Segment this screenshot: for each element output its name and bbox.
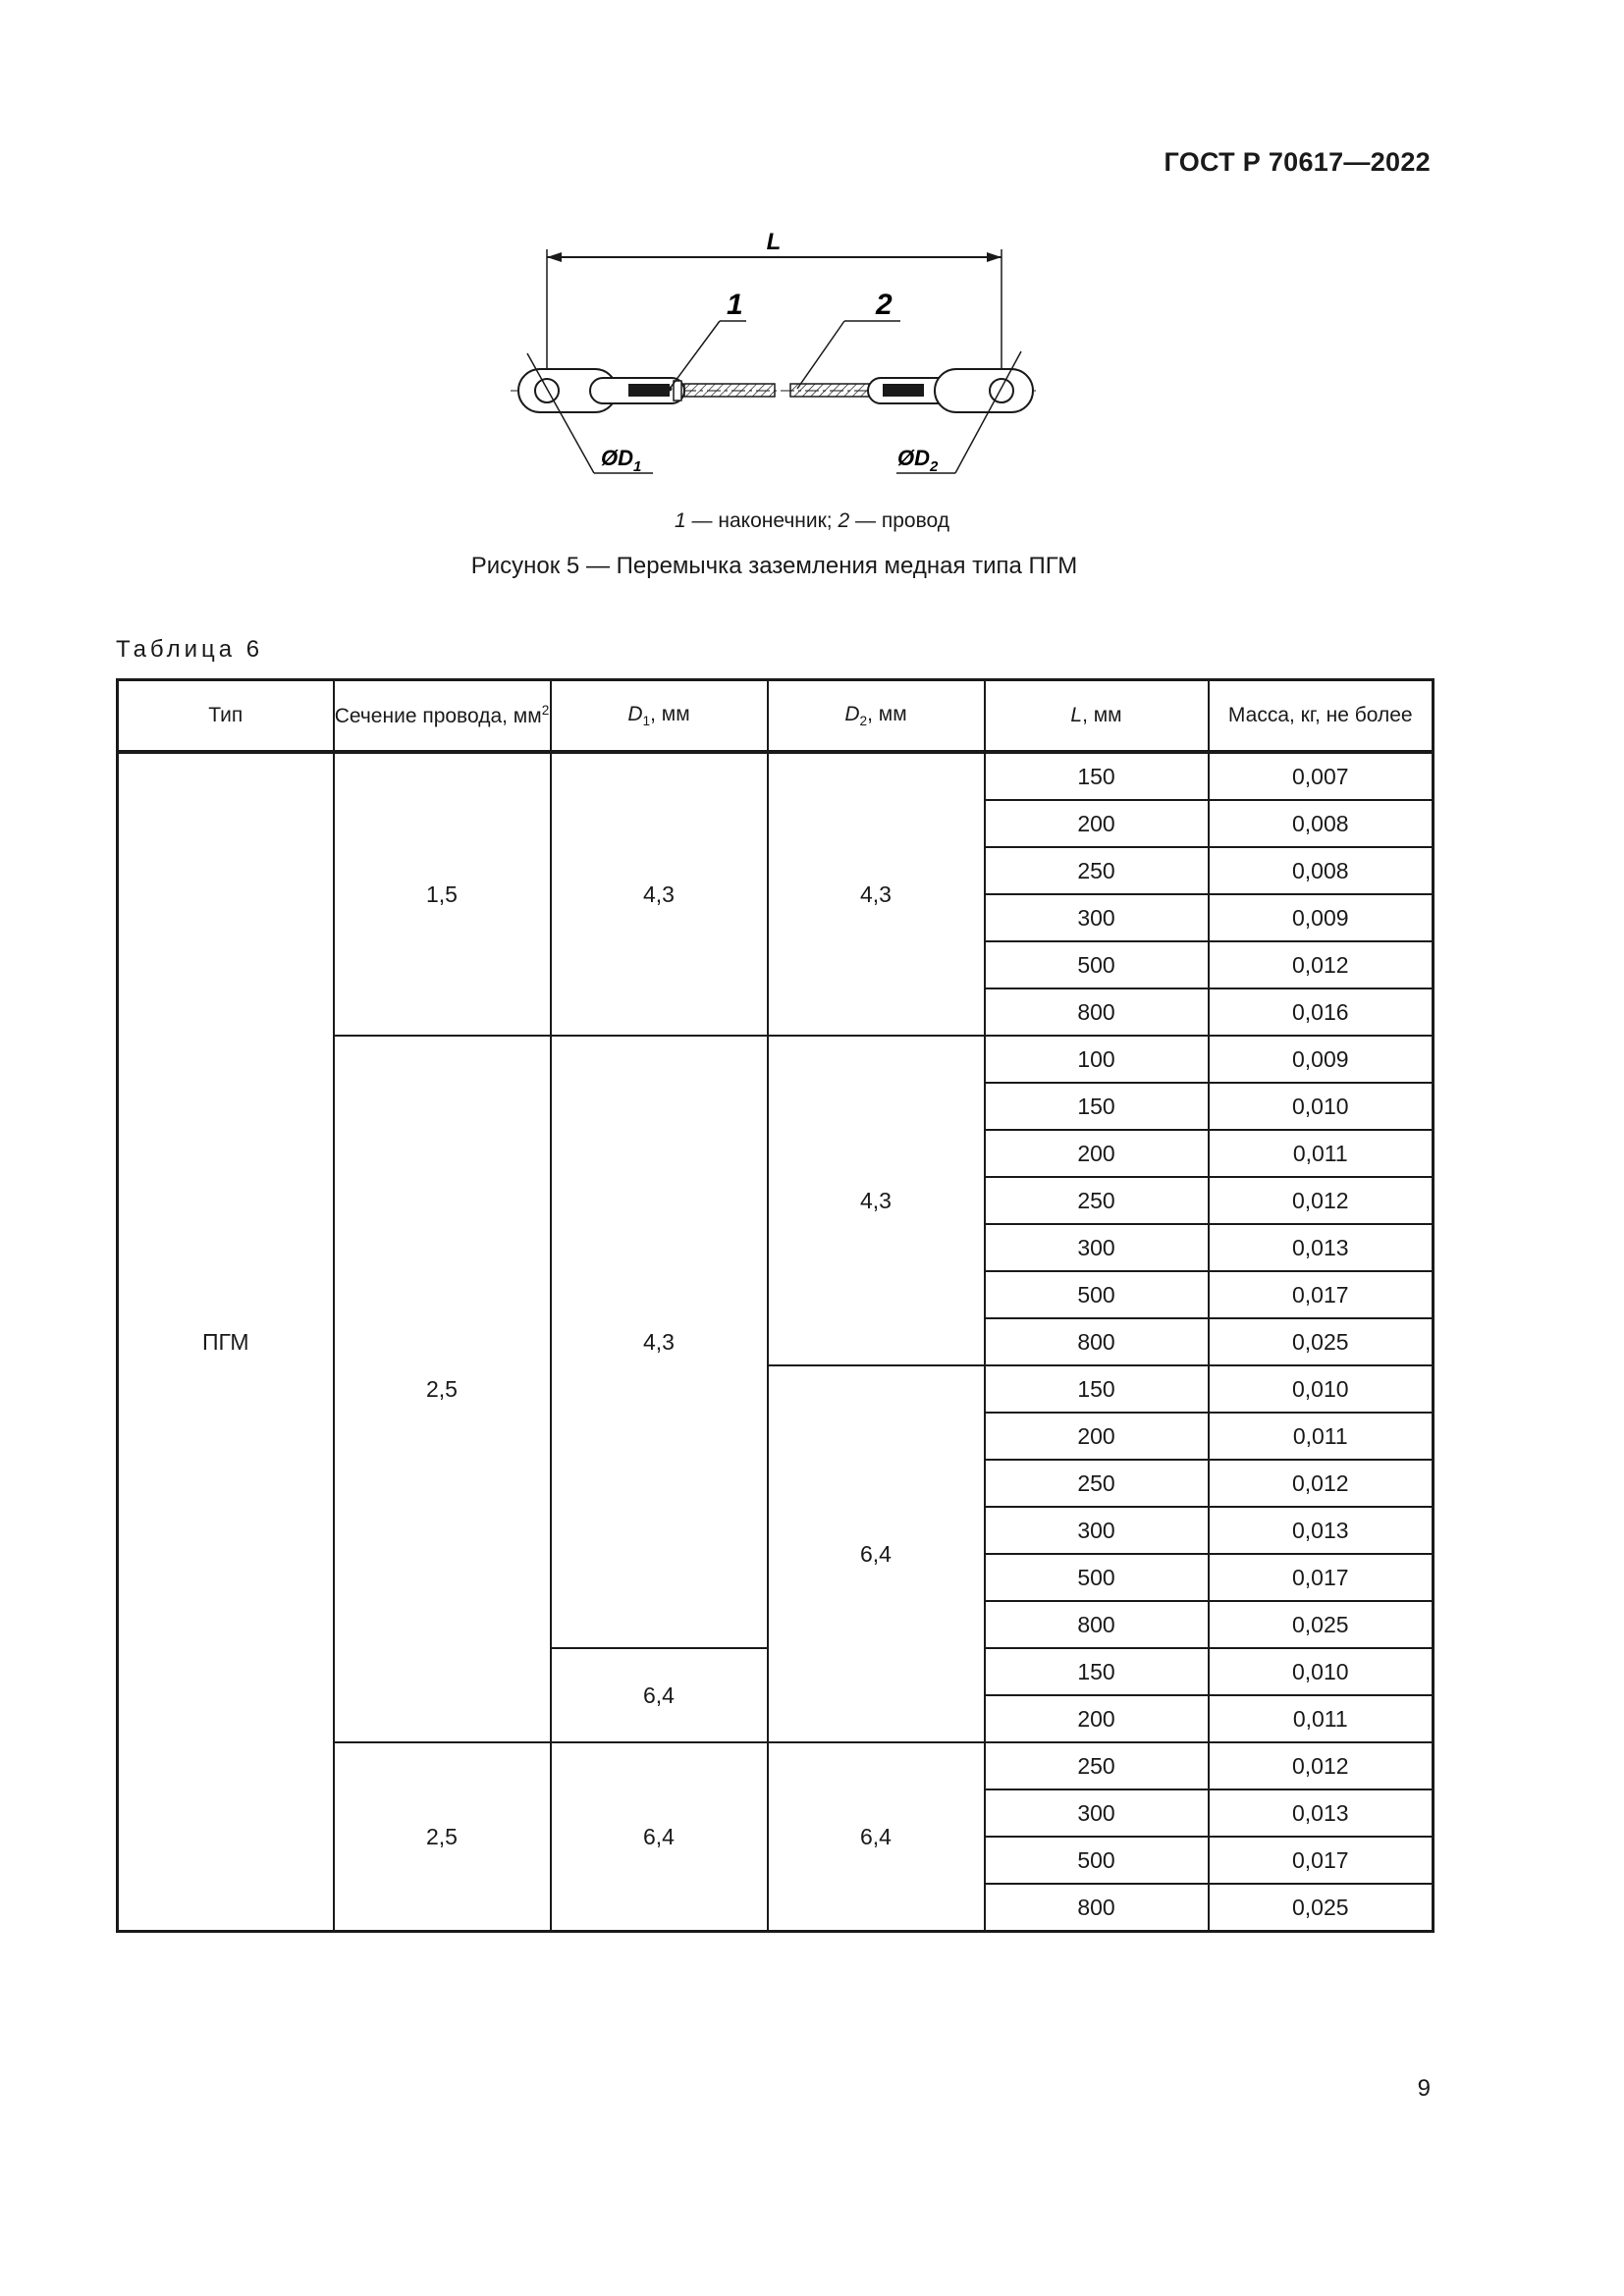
cell-d2: 4,3	[768, 752, 985, 1036]
cell-l: 300	[985, 1507, 1209, 1554]
cell-l: 200	[985, 1695, 1209, 1742]
cell-d1: 6,4	[551, 1648, 768, 1742]
table-row	[118, 752, 1434, 800]
cell-l: 500	[985, 1837, 1209, 1884]
d2-label: $ØD_2$	[897, 446, 939, 475]
cell-l: 500	[985, 1271, 1209, 1318]
cell-l: 800	[985, 1884, 1209, 1932]
cell-mass: 0,017	[1209, 1554, 1434, 1601]
cell-l: 250	[985, 1742, 1209, 1789]
data-table	[116, 678, 1435, 1933]
cell-mass: 0,017	[1209, 1271, 1434, 1318]
cell-mass: 0,016	[1209, 988, 1434, 1036]
cell-l: 300	[985, 1789, 1209, 1837]
cell-d1: 4,3	[551, 1036, 768, 1648]
wire-right	[790, 384, 869, 397]
cell-mass: 0,011	[1209, 1695, 1434, 1742]
cell-mass: 0,009	[1209, 894, 1434, 941]
cell-mass: 0,010	[1209, 1648, 1434, 1695]
callout-2: 2	[876, 289, 893, 321]
cell-mass: 0,008	[1209, 800, 1434, 847]
cell-mass: 0,010	[1209, 1365, 1434, 1413]
cell-l: 200	[985, 1413, 1209, 1460]
cell-mass: 0,007	[1209, 752, 1434, 800]
callout-1: 1	[727, 289, 743, 321]
d1-label: $ØD_1$	[601, 446, 642, 475]
cell-mass: 0,012	[1209, 1460, 1434, 1507]
cell-l: 150	[985, 1365, 1209, 1413]
cell-l: 250	[985, 1177, 1209, 1224]
page-number: 9	[1417, 2075, 1431, 2102]
header-section: Сечение провода, $мм^2$	[334, 680, 551, 753]
cell-mass: 0,013	[1209, 1224, 1434, 1271]
cell-mass: 0,012	[1209, 1742, 1434, 1789]
header-l: L, мм	[985, 680, 1209, 753]
cell-d2: 6,4	[768, 1742, 985, 1932]
jumper-drawing	[491, 216, 1080, 491]
cell-mass: 0,009	[1209, 1036, 1434, 1083]
cell-mass: 0,013	[1209, 1789, 1434, 1837]
cell-mass: 0,010	[1209, 1083, 1434, 1130]
cell-l: 500	[985, 1554, 1209, 1601]
cell-l: 200	[985, 800, 1209, 847]
cell-l: 800	[985, 988, 1209, 1036]
cell-mass: 0,025	[1209, 1601, 1434, 1648]
cell-l: 800	[985, 1318, 1209, 1365]
cell-l: 300	[985, 1224, 1209, 1271]
cell-l: 150	[985, 752, 1209, 800]
cell-mass: 0,013	[1209, 1507, 1434, 1554]
cell-mass: 0,025	[1209, 1884, 1434, 1932]
cell-mass: 0,017	[1209, 1837, 1434, 1884]
cell-section: 2,5	[334, 1742, 551, 1932]
cell-l: 800	[985, 1601, 1209, 1648]
cell-d2: 6,4	[768, 1365, 985, 1742]
cell-l: 500	[985, 941, 1209, 988]
cell-l: 200	[985, 1130, 1209, 1177]
cell-mass: 0,011	[1209, 1130, 1434, 1177]
cell-section: 1,5	[334, 752, 551, 1036]
cell-section: 2,5	[334, 1036, 551, 1742]
table-label: Таблица 6	[116, 636, 264, 663]
header-type: Тип	[118, 680, 334, 753]
cell-mass: 0,011	[1209, 1413, 1434, 1460]
cell-l: 100	[985, 1036, 1209, 1083]
cell-d1: 6,4	[551, 1742, 768, 1932]
header-d1: $D_1$, мм	[551, 680, 768, 753]
figure-legend: 1 — наконечник; 2 — провод	[675, 509, 949, 532]
header-mass: Масса, кг, не более	[1209, 680, 1434, 753]
document-id: ГОСТ Р 70617—2022	[1164, 147, 1431, 177]
cell-mass: 0,012	[1209, 1177, 1434, 1224]
cell-mass: 0,025	[1209, 1318, 1434, 1365]
cell-l: 150	[985, 1083, 1209, 1130]
wire-left	[684, 384, 775, 397]
table-header-row	[118, 680, 1434, 753]
cell-d1: 4,3	[551, 752, 768, 1036]
cell-type: ПГМ	[118, 752, 334, 1932]
cell-l: 250	[985, 847, 1209, 894]
cell-l: 150	[985, 1648, 1209, 1695]
cell-mass: 0,008	[1209, 847, 1434, 894]
cell-l: 300	[985, 894, 1209, 941]
cell-d2: 4,3	[768, 1036, 985, 1365]
cell-mass: 0,012	[1209, 941, 1434, 988]
left-lug	[518, 369, 684, 412]
header-d2: $D_2$, мм	[768, 680, 985, 753]
cell-l: 250	[985, 1460, 1209, 1507]
dim-label-l: L	[766, 229, 782, 255]
figure-caption: Рисунок 5 — Перемычка заземления медная типа ПГМ	[470, 553, 1078, 579]
